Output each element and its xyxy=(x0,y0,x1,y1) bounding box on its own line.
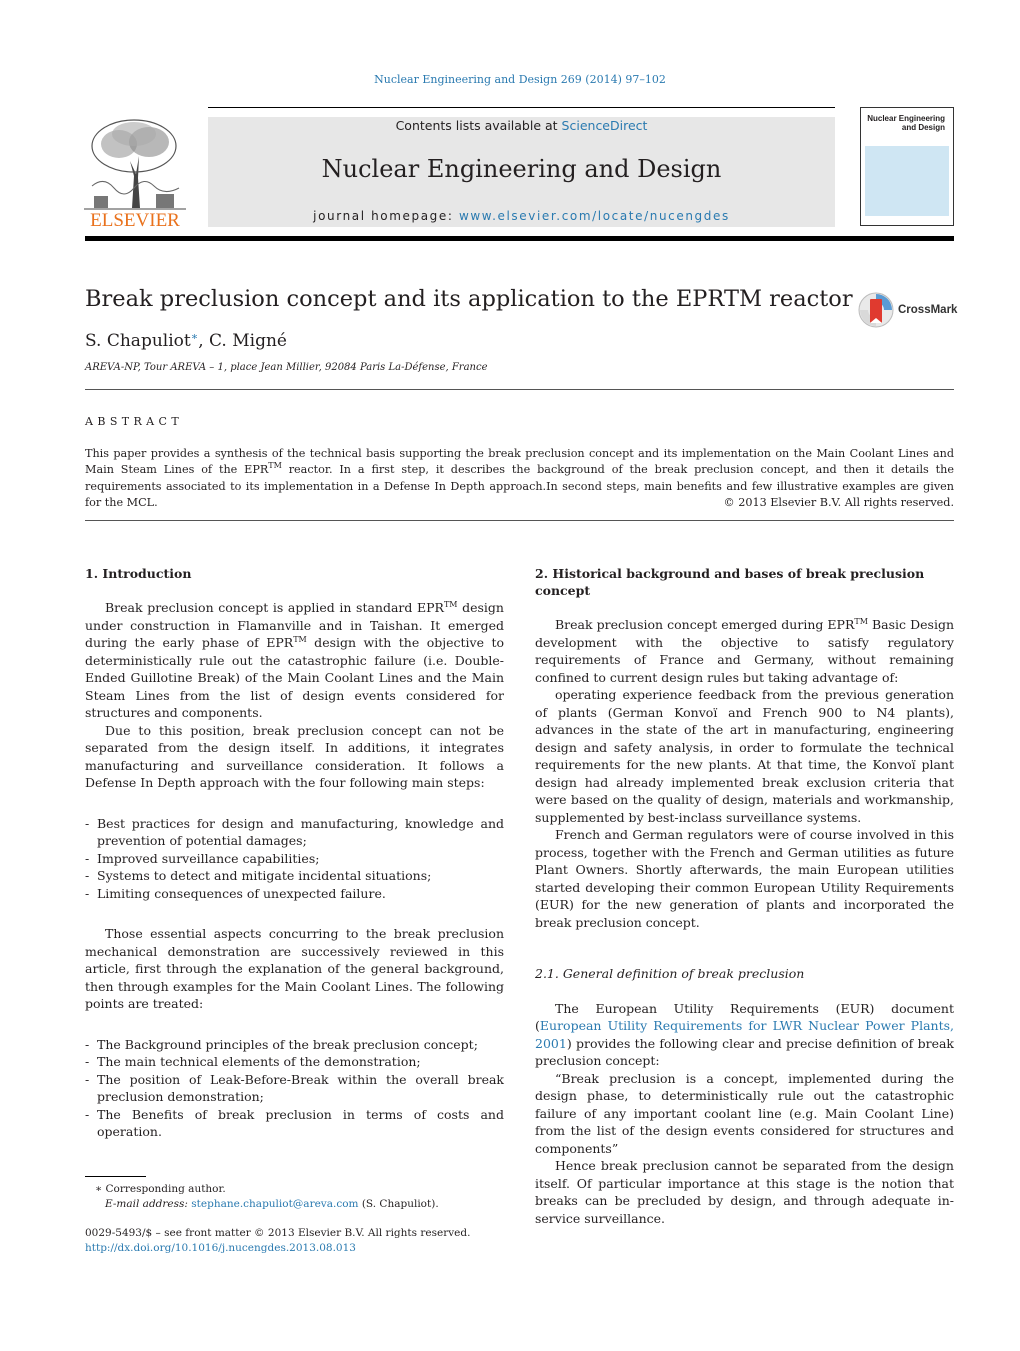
article-title: Break preclusion concept and its application to the EPRTM reactor xyxy=(85,286,853,312)
cover-band xyxy=(865,146,949,216)
journal-masthead xyxy=(208,117,835,227)
affiliation: AREVA-NP, Tour AREVA – 1, place Jean Millier, 92084 Paris La-Défense, France xyxy=(85,362,488,373)
author-chapuliot: S. Chapuliot xyxy=(85,331,191,351)
corresponding-author-mark[interactable]: ∗ xyxy=(190,330,199,343)
list-item: - The Benefits of break preclusion in terms of costs and operation. xyxy=(85,1106,504,1141)
corresponding-author-note xyxy=(85,1182,439,1197)
front-matter xyxy=(85,1226,470,1255)
left-column xyxy=(85,565,504,1141)
elsevier-wordmark: ELSEVIER xyxy=(90,210,180,231)
homepage-prefix: journal homepage: xyxy=(313,209,459,223)
section-2-paragraph-1 xyxy=(535,616,954,686)
list-item: - Systems to detect and mitigate incidental situations; xyxy=(85,867,504,885)
abstract-text-2: reactor. In a first step, it describes the background of the break preclusion concept, and then it details the requirements associated to its implementation in a Defense In Depth approach.In second steps, main benefits and few illustrative examples are given for the MCL. xyxy=(85,463,954,509)
s2-p1-b: Basic Design development with the objective to satisfy regulatory requirements of France and Germany, without remaining confined to current design rules but taking advantage of: xyxy=(535,617,954,685)
sciencedirect-link[interactable]: ScienceDirect xyxy=(561,118,648,133)
trademark-mark: TM xyxy=(293,635,307,644)
list-item: - The position of Leak-Before-Break within the overall break preclusion demonstration; xyxy=(85,1071,504,1106)
trademark-mark: TM xyxy=(268,461,282,471)
defense-in-depth-list xyxy=(85,815,504,903)
crossmark-icon[interactable] xyxy=(858,291,898,329)
abstract-heading: ABSTRACT xyxy=(85,415,184,428)
issn-line: 0029-5493/$ – see front matter © 2013 Elsevier B.V. All rights reserved. xyxy=(85,1227,471,1239)
abstract-bottom-rule xyxy=(85,520,954,521)
list-item: - Best practices for design and manufacturing, knowledge and prevention of potential damages; xyxy=(85,815,504,850)
trademark-mark: TM xyxy=(443,600,458,609)
trademark-mark: TM xyxy=(854,617,868,626)
intro-p1-c: design with the objective to deterministically rule out the catastrophic failure (i.e. Double-Ended Guillotine Break) of the Main Coolant Lines and the Main Steam Lines from the list of design events considered for structures and components. xyxy=(85,635,504,720)
section-2-1-paragraph-1 xyxy=(535,1000,954,1070)
doi-link[interactable]: http://dx.doi.org/10.1016/j.nucengdes.2013.08.013 xyxy=(85,1241,356,1254)
footnote xyxy=(85,1182,439,1211)
treated-points-list xyxy=(85,1036,504,1141)
cover-title: Nuclear Engineering and Design xyxy=(867,114,945,132)
homepage-link[interactable]: www.elsevier.com/locate/nucengdes xyxy=(458,209,730,223)
journal-citation[interactable]: Nuclear Engineering and Design 269 (2014) 97–102 xyxy=(374,73,666,86)
list-item: - The main technical elements of the demonstration; xyxy=(85,1053,504,1071)
section-1-heading: 1. Introduction xyxy=(85,566,192,581)
definition-quote: “Break preclusion is a concept, implemented during the design phase, to deterministically rule out the catastrophic failure of any important coolant line (e.g. Main Coolant Line) from the list of the design events considered for structures and components” xyxy=(535,1070,954,1156)
s21-p1-b: ) provides the following clear and precise definition of break preclusion concept: xyxy=(535,1035,954,1068)
s21-p1-a: The European Utility Requirements (EUR) document ( xyxy=(535,1000,954,1033)
homepage-line xyxy=(208,209,835,223)
contents-prefix: Contents lists available at xyxy=(395,118,562,133)
list-item: - Limiting consequences of unexpected failure. xyxy=(85,885,504,903)
header-thick-rule xyxy=(85,236,954,241)
author-list xyxy=(85,330,287,351)
footnote-mark: ∗ xyxy=(95,1183,103,1195)
section-2-paragraph-3: French and German regulators were of course involved in this process, together with the French and German utilities as future Plant Owners. Shortly afterwards, the main European utilities started developing their common European Utility Requirements (EUR) for the new generation of plants and incorporated the break preclusion concept. xyxy=(535,827,954,930)
subsection-2-1-heading: 2.1. General definition of break preclusion xyxy=(535,966,805,981)
s2-p1-a: Break preclusion concept emerged during EPR xyxy=(555,617,855,632)
crossmark-label[interactable]: CrossMark xyxy=(898,304,958,316)
author-migne: , C. Migné xyxy=(198,331,287,351)
list-item: - Improved surveillance capabilities; xyxy=(85,850,504,868)
section-2-1-paragraph-3: Hence break preclusion cannot be separated from the design itself. Of particular importance at this stage is the notion that breaks can be precluded by design, and through adequate in-service surveillance. xyxy=(535,1158,954,1226)
journal-title: Nuclear Engineering and Design xyxy=(321,155,722,183)
abstract-copyright: © 2013 Elsevier B.V. All rights reserved. xyxy=(723,496,954,509)
masthead-top-rule xyxy=(208,107,835,108)
intro-p1-a: Break preclusion concept is applied in standard EPR xyxy=(105,600,444,615)
email-link[interactable]: stephane.chapuliot@areva.com xyxy=(191,1197,359,1210)
journal-cover-thumbnail[interactable] xyxy=(860,107,954,226)
list-item: - The Background principles of the break preclusion concept; xyxy=(85,1036,504,1054)
eur-reference-link[interactable]: European Utility Requirements for LWR Nuclear Power Plants, 2001 xyxy=(535,1018,954,1051)
email-suffix: (S. Chapuliot). xyxy=(358,1197,439,1210)
right-column xyxy=(535,565,954,1227)
abstract-text-1: This paper provides a synthesis of the technical basis supporting the break preclusion concept and its implementation on the Main Coolant Lines and Main Steam Lines of the EPR xyxy=(85,447,954,477)
intro-paragraph-3: Those essential aspects concurring to the break preclusion mechanical demonstration are successively reviewed in this article, first through the explanation of the general background, then through examples for the Main Coolant Lines. The following points are treated: xyxy=(85,926,504,1011)
abstract-top-rule xyxy=(85,389,954,390)
section-2-heading: 2. Historical background and bases of break preclusion concept xyxy=(535,566,925,598)
footnote-corresponding: Corresponding author. xyxy=(102,1183,226,1195)
intro-p1-b: design under construction in Flamanville and in Taishan. It emerged during the early phase of EPR xyxy=(85,600,504,650)
section-2-paragraph-2: operating experience feedback from the previous generation of plants (German Konvoï and French 900 to N4 plants), advances in the state of the art in manufacturing, engineering design and safety analysis, in order to formulate the technical requirements for the new plants. At that time, the Konvoï plant design had already implemented break exclusion criteria that were based on the quality of design, materials and workmanship, supplemented by best-inclass surveillance systems. xyxy=(535,687,954,825)
contents-line xyxy=(208,118,835,133)
footnote-rule xyxy=(85,1176,146,1177)
intro-paragraph-2: Due to this position, break preclusion concept can not be separated from the design itself. In additions, it integrates manufacturing and surveillance consideration. It follows a Defense In Depth approach with the four following main steps: xyxy=(85,722,504,790)
intro-paragraph-1 xyxy=(85,599,504,722)
email-label: E-mail address: xyxy=(105,1197,192,1210)
email-note xyxy=(85,1197,439,1212)
